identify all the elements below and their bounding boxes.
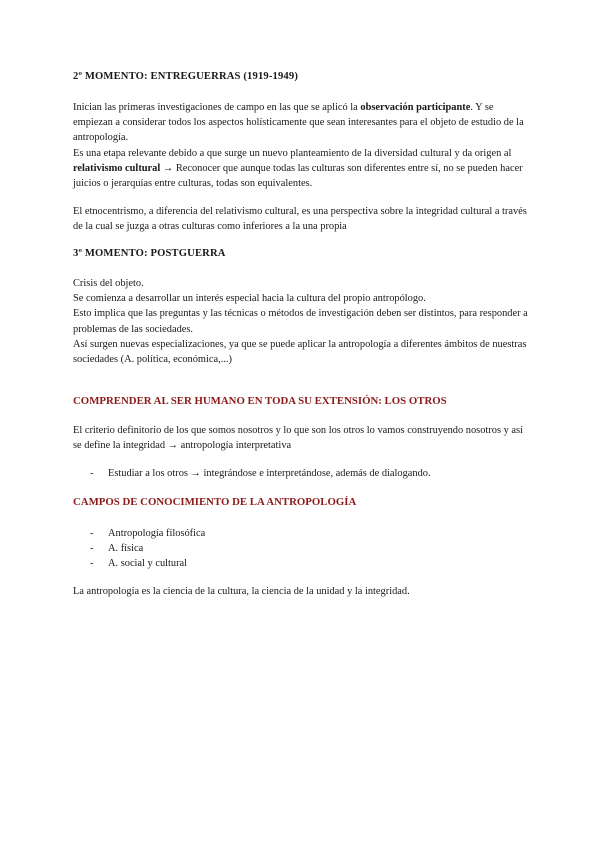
paragraph-investigaciones: [73, 100, 533, 191]
section-heading-campos: CAMPOS DE CONOCIMIENTO DE LA ANTROPOLOGÍA: [73, 496, 357, 508]
list-item-text: Antropología filosófica: [108, 528, 206, 539]
line-crisis: Crisis del objeto.: [73, 278, 144, 289]
line-interes: Se comienza a desarrollar un interés especial hacia la cultura del propio antropólogo.: [73, 293, 426, 305]
line-especializaciones: Así surgen nuevas especializaciones, ya que se puede aplicar la antropología a diferentes ámbitos de nuestras sociedades (A. política, económica,...): [73, 338, 527, 366]
list-item: [90, 556, 530, 571]
bullet-dash: -: [90, 558, 94, 569]
paragraph-etnocentrismo: El etnocentrismo, a diferencia del relativismo cultural, es una perspectiva sobre la integridad cultural a través de la cual se juzga a otras culturas como inferiores a la una propia: [73, 206, 527, 233]
text-run: → Reconocer que aunque todas las culturas son diferentes entre sí, no se pueden hacer juicios o jerarquías entre culturas, todas son equivalentes.: [73, 162, 523, 190]
bullet-dash: -: [90, 468, 94, 479]
text-run: . Y se empiezan a considerar todos los aspectos holísticamente que sean interesantes para el objeto de estudio de la antropología.: [73, 102, 524, 144]
list-item: [90, 526, 530, 541]
section-heading-postguerra: 3º MOMENTO: POSTGUERRA: [73, 248, 226, 259]
bullet-dash: -: [90, 528, 94, 539]
paragraph-closing: La antropología es la ciencia de la cultura, la ciencia de la unidad y la integridad.: [73, 586, 410, 597]
paragraph-postguerra: [73, 276, 533, 367]
paragraph-criterio: El criterio definitorio de los que somos nosotros y lo que son los otros lo vamos construyendo nosotros y así se define la integridad → antropología interpretativa: [73, 425, 523, 452]
section-heading-los-otros: COMPRENDER AL SER HUMANO EN TODA SU EXTENSIÓN: LOS OTROS: [73, 395, 447, 407]
line-implica: Esto implica que las preguntas y las técnicas o métodos de investigación deben ser distintos, para responder a problemas de las sociedades.: [73, 308, 528, 335]
list-item: [90, 466, 530, 481]
text-run: Es una etapa relevante debido a que surge un nuevo planteamiento de la diversidad cultural y da origen al: [73, 147, 512, 159]
list-item: [90, 541, 530, 556]
list-item-text: A. física: [108, 543, 144, 554]
bold-term-observacion: observación participante: [360, 102, 471, 113]
bullet-dash: -: [90, 543, 94, 554]
list-item-text: A. social y cultural: [108, 558, 188, 569]
bullet-list-otros: [90, 466, 530, 481]
text-run: Inician las primeras investigaciones de campo en las que se aplicó la: [73, 102, 361, 113]
bold-term-relativismo: relativismo cultural: [73, 162, 161, 174]
list-item-text: Estudiar a los otros → integrándose e interpretándose, además de dialogando.: [108, 468, 431, 479]
section-heading-entreguerras: 2º MOMENTO: ENTREGUERRAS (1919-1949): [73, 71, 298, 82]
bullet-list-campos: [90, 526, 530, 571]
